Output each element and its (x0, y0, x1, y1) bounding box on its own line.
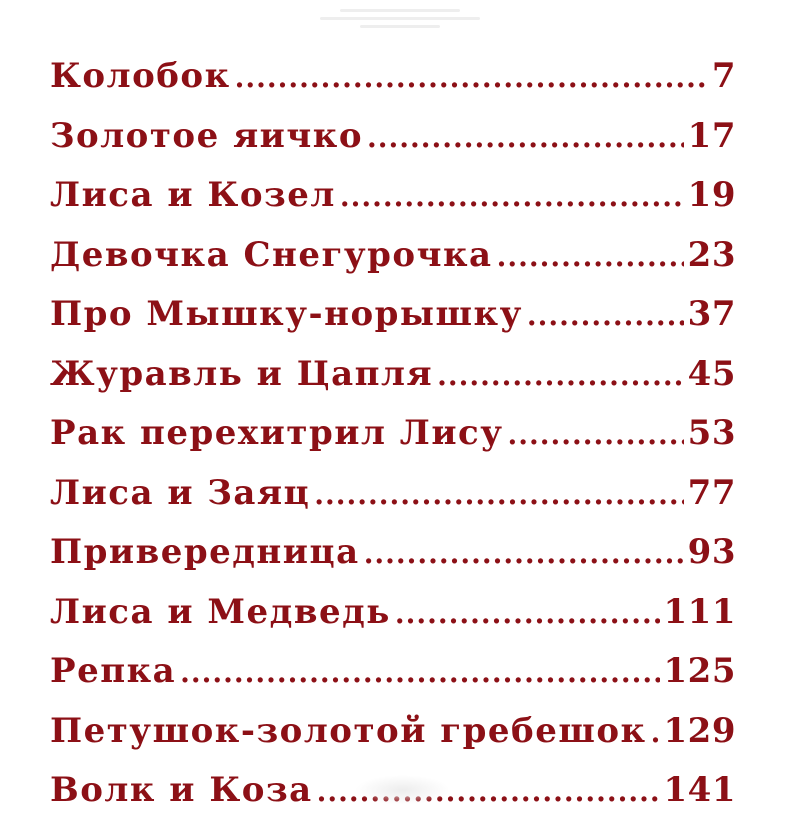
toc-entry-title: Рак перехитрил Лису (50, 413, 504, 453)
toc-entry (50, 56, 736, 116)
toc-entry-page: 7 (711, 56, 736, 96)
dot-leader (527, 296, 684, 336)
toc-entry-page: 141 (663, 770, 736, 810)
toc-entry-page: 125 (663, 651, 736, 691)
faint-header-lines (300, 4, 500, 34)
toc-entry-page: 45 (687, 353, 736, 394)
dot-leader (180, 653, 659, 693)
toc-entry-page: 93 (687, 532, 736, 572)
dot-leader (367, 118, 684, 158)
toc-entry-title: Девочка Снегурочка (50, 234, 493, 275)
table-of-contents (50, 56, 736, 830)
toc-entry (50, 235, 736, 295)
toc-entry-title: Колобок (50, 56, 231, 96)
toc-entry-page: 37 (687, 294, 736, 334)
dot-leader (437, 356, 684, 396)
toc-entry-title: Журавль и Цапля (50, 353, 434, 394)
toc-entry-title: Лиса и Заяц (50, 472, 311, 513)
toc-entry (50, 175, 736, 235)
toc-entry-title: Волк и Коза (50, 770, 313, 810)
dot-leader (340, 177, 684, 217)
dot-leader (364, 534, 684, 574)
toc-entry-title: Петушок-золотой гребешок (50, 710, 647, 751)
dot-leader (235, 58, 708, 98)
toc-entry-title: Лиса и Козел (50, 175, 336, 215)
toc-entry-page: 129 (663, 710, 736, 751)
dot-leader (314, 475, 683, 515)
toc-entry-page: 23 (687, 234, 736, 275)
dot-leader (651, 713, 660, 753)
toc-entry (50, 592, 736, 652)
toc-entry-page: 19 (687, 175, 736, 215)
toc-entry (50, 294, 736, 354)
toc-entry-title: Золотое яичко (50, 115, 364, 156)
toc-entry (50, 651, 736, 711)
toc-entry-title: Лиса и Медведь (50, 591, 391, 632)
toc-entry-title: Репка (50, 651, 177, 691)
toc-entry (50, 711, 736, 771)
toc-entry-page: 111 (663, 591, 736, 632)
toc-entry-title: Привередница (50, 532, 360, 572)
toc-entry-page: 53 (687, 413, 736, 453)
toc-entry (50, 354, 736, 414)
scan-smudge (355, 775, 450, 805)
toc-entry-page: 17 (687, 115, 736, 156)
toc-entry (50, 413, 736, 473)
toc-entry (50, 116, 736, 176)
toc-entry-page: 77 (687, 472, 736, 513)
dot-leader (497, 237, 684, 277)
toc-entry (50, 532, 736, 592)
toc-entry (50, 473, 736, 533)
dot-leader (508, 415, 684, 455)
dot-leader (395, 594, 660, 634)
toc-entry-title: Про Мышку-норышку (50, 294, 523, 334)
